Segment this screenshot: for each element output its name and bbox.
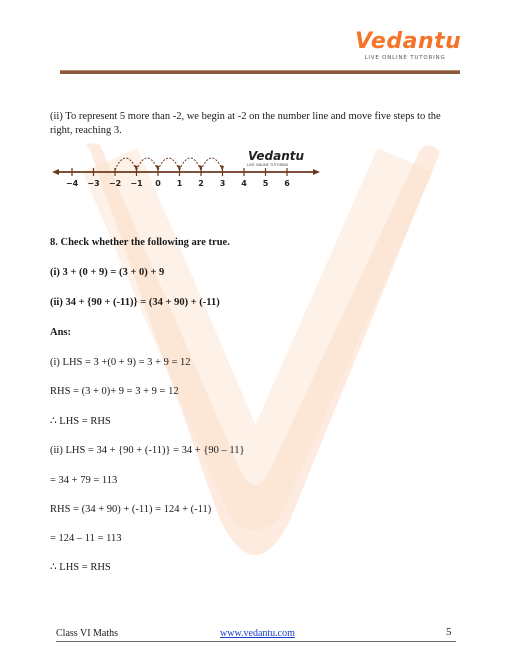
question-part-ii: (ii) 34 + {90 + (-11)} = (34 + 90) + (-11) [50,297,220,308]
right-arrow-icon [313,169,320,175]
answer-line: (i) LHS = 3 +(0 + 9) = 3 + 9 = 12 [50,357,191,368]
answer-label: Ans: [50,327,72,338]
jump-arc [115,158,137,170]
overlay-logo-tagline: LIVE ONLINE TUTORING [247,163,289,167]
answer-line: = 34 + 79 = 113 [50,475,118,486]
question-part-i: (i) 3 + (0 + 9) = (3 + 0) + 9 [50,267,165,278]
answer-line: = 124 – 11 = 113 [50,533,122,544]
answer-line: ∴ LHS = RHS [50,416,111,427]
answer-line: (ii) LHS = 34 + {90 + (-11)} = 34 + {90 – 11} [50,445,245,456]
footer-rule [56,641,456,642]
vedantu-logo [355,29,462,61]
number-line-tick-label: 0 [155,179,161,188]
logo-tagline: LIVE ONLINE TUTORING [364,55,446,61]
number-line-tick-label: 5 [262,179,269,188]
page-number: 5 [446,626,452,638]
jump-arc [158,158,180,170]
number-line-tick-label: 3 [219,179,226,188]
number-line-tick-label: 6 [284,179,290,188]
number-line-tick-label: −1 [130,179,143,188]
logo-text: Vedantu [355,29,462,54]
footer-website-link[interactable]: www.vedantu.com [220,628,295,639]
answer-line: RHS = (3 + 0)+ 9 = 3 + 9 = 12 [50,386,179,397]
jump-arc [201,158,223,170]
overlay-logo-text: Vedantu [248,149,305,163]
number-line-tick-label: 1 [176,179,183,188]
number-line-tick-label: −3 [87,179,100,188]
question-heading: 8. Check whether the following are true. [50,237,230,248]
intro-paragraph-line2: right, reaching 3. [50,125,122,136]
header-rule [60,70,460,74]
footer-class-label: Class VI Maths [56,628,119,639]
number-line-tick-label: 4 [241,179,247,188]
jump-arc [180,158,202,170]
number-line-tick-label: −2 [108,179,122,188]
jump-arc [137,158,159,170]
answer-line: ∴ LHS = RHS [50,562,111,573]
left-arrow-icon [52,169,59,175]
answer-line: RHS = (34 + 90) + (-11) = 124 + (-11) [50,504,212,515]
number-line-tick-label: 2 [198,179,204,188]
number-line-tick-label: −4 [65,179,79,188]
intro-paragraph-line1: (ii) To represent 5 more than -2, we begin at -2 on the number line and move five steps to the [50,111,441,122]
number-line-figure [52,138,322,196]
